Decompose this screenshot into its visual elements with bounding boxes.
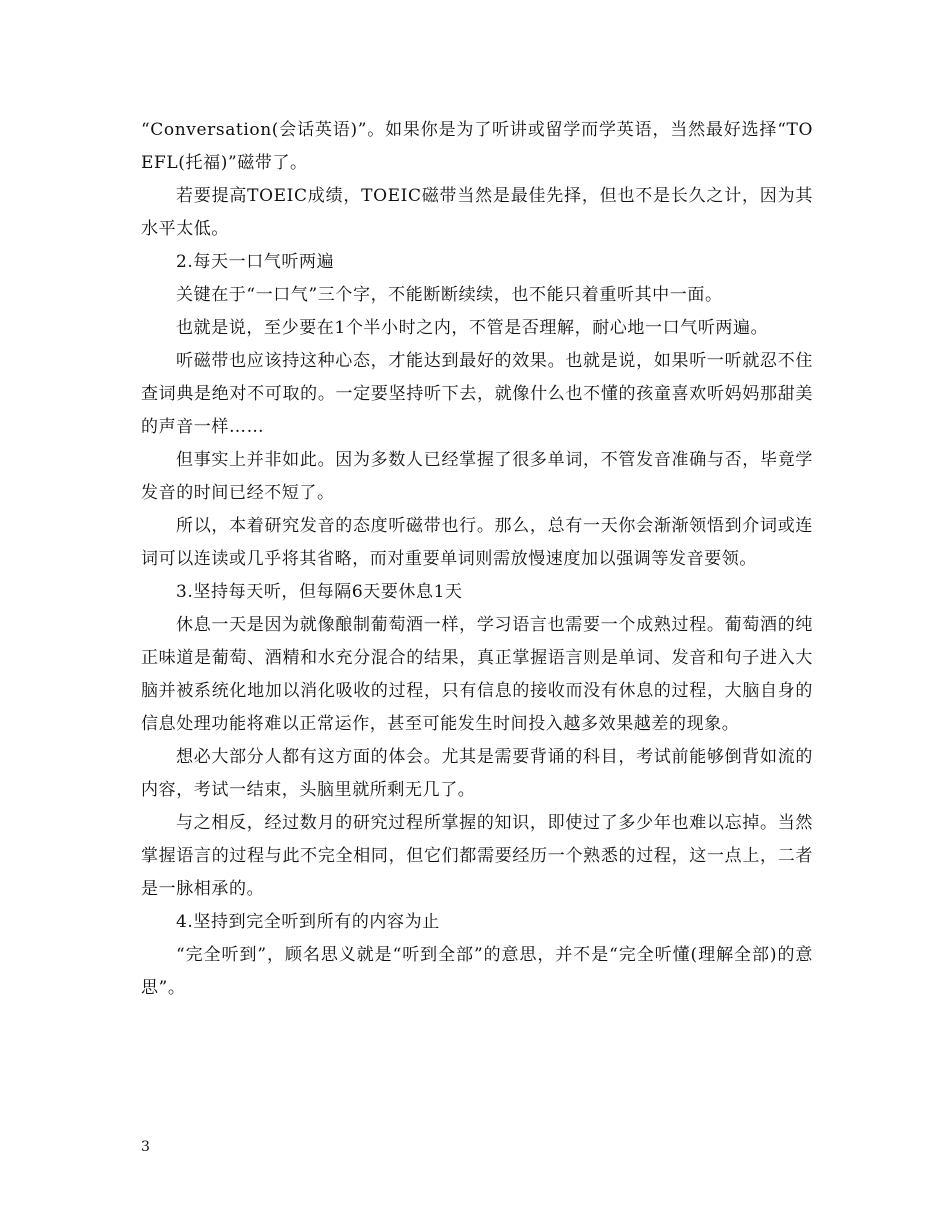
paragraph: 但事实上并非如此。因为多数人已经掌握了很多单词，不管发音准确与否，毕竟学发音的时间已经不短了。 bbox=[141, 450, 813, 503]
section-heading: 2.每天一口气听两遍 bbox=[176, 252, 335, 272]
paragraph: 休息一天是因为就像酿制葡萄酒一样，学习语言也需要一个成熟过程。葡萄酒的纯正味道是葡萄、酒精和水充分混合的结果，真正掌握语言则是单词、发音和句子进入大脑并被系统化地加以消化吸收的过程，只有信息的接收而没有休息的过程，大脑自身的信息处理功能将难以正常运作，甚至可能发生时间投入越多效果越差的现象。 bbox=[141, 615, 813, 734]
paragraph: “完全听到”，顾名思义就是“听到全部”的意思，并不是“完全听懂(理解全部)的意思”。 bbox=[141, 945, 813, 998]
paragraph: 也就是说，至少要在1个半小时之内，不管是否理解，耐心地一口气听两遍。 bbox=[176, 318, 769, 338]
paragraph: 与之相反，经过数月的研究过程所掌握的知识，即使过了多少年也难以忘掉。当然掌握语言的过程与此不完全相同，但它们都需要经历一个熟悉的过程，这一点上，二者是一脉相承的。 bbox=[141, 813, 813, 899]
page-number: 3 bbox=[141, 1139, 150, 1155]
paragraph: 若要提高TOEIC成绩，TOEIC磁带当然是最佳先择，但也不是长久之计，因为其水平太低。 bbox=[141, 186, 813, 239]
paragraph: “Conversation(会话英语)”。如果你是为了听讲或留学而学英语，当然最好选择“TOEFL(托福)”磁带了。 bbox=[141, 120, 813, 173]
paragraph: 听磁带也应该持这种心态，才能达到最好的效果。也就是说，如果听一听就忍不住查词典是绝对不可取的。一定要坚持听下去，就像什么也不懂的孩童喜欢听妈妈那甜美的声音一样…… bbox=[141, 351, 813, 437]
paragraph: 所以，本着研究发音的态度听磁带也行。那么，总有一天你会渐渐领悟到介词或连词可以连读或几乎将其省略，而对重要单词则需放慢速度加以强调等发音要领。 bbox=[141, 516, 813, 569]
section-heading: 3.坚持每天听，但每隔6天要休息1天 bbox=[176, 582, 463, 602]
paragraph: 关键在于“一口气”三个字，不能断断续续，也不能只着重听其中一面。 bbox=[176, 285, 723, 305]
paragraph: 想必大部分人都有这方面的体会。尤其是需要背诵的科目，考试前能够倒背如流的内容，考试一结束，头脑里就所剩无几了。 bbox=[141, 747, 813, 800]
document-body bbox=[141, 114, 813, 1005]
section-heading: 4.坚持到完全听到所有的内容为止 bbox=[176, 912, 440, 932]
